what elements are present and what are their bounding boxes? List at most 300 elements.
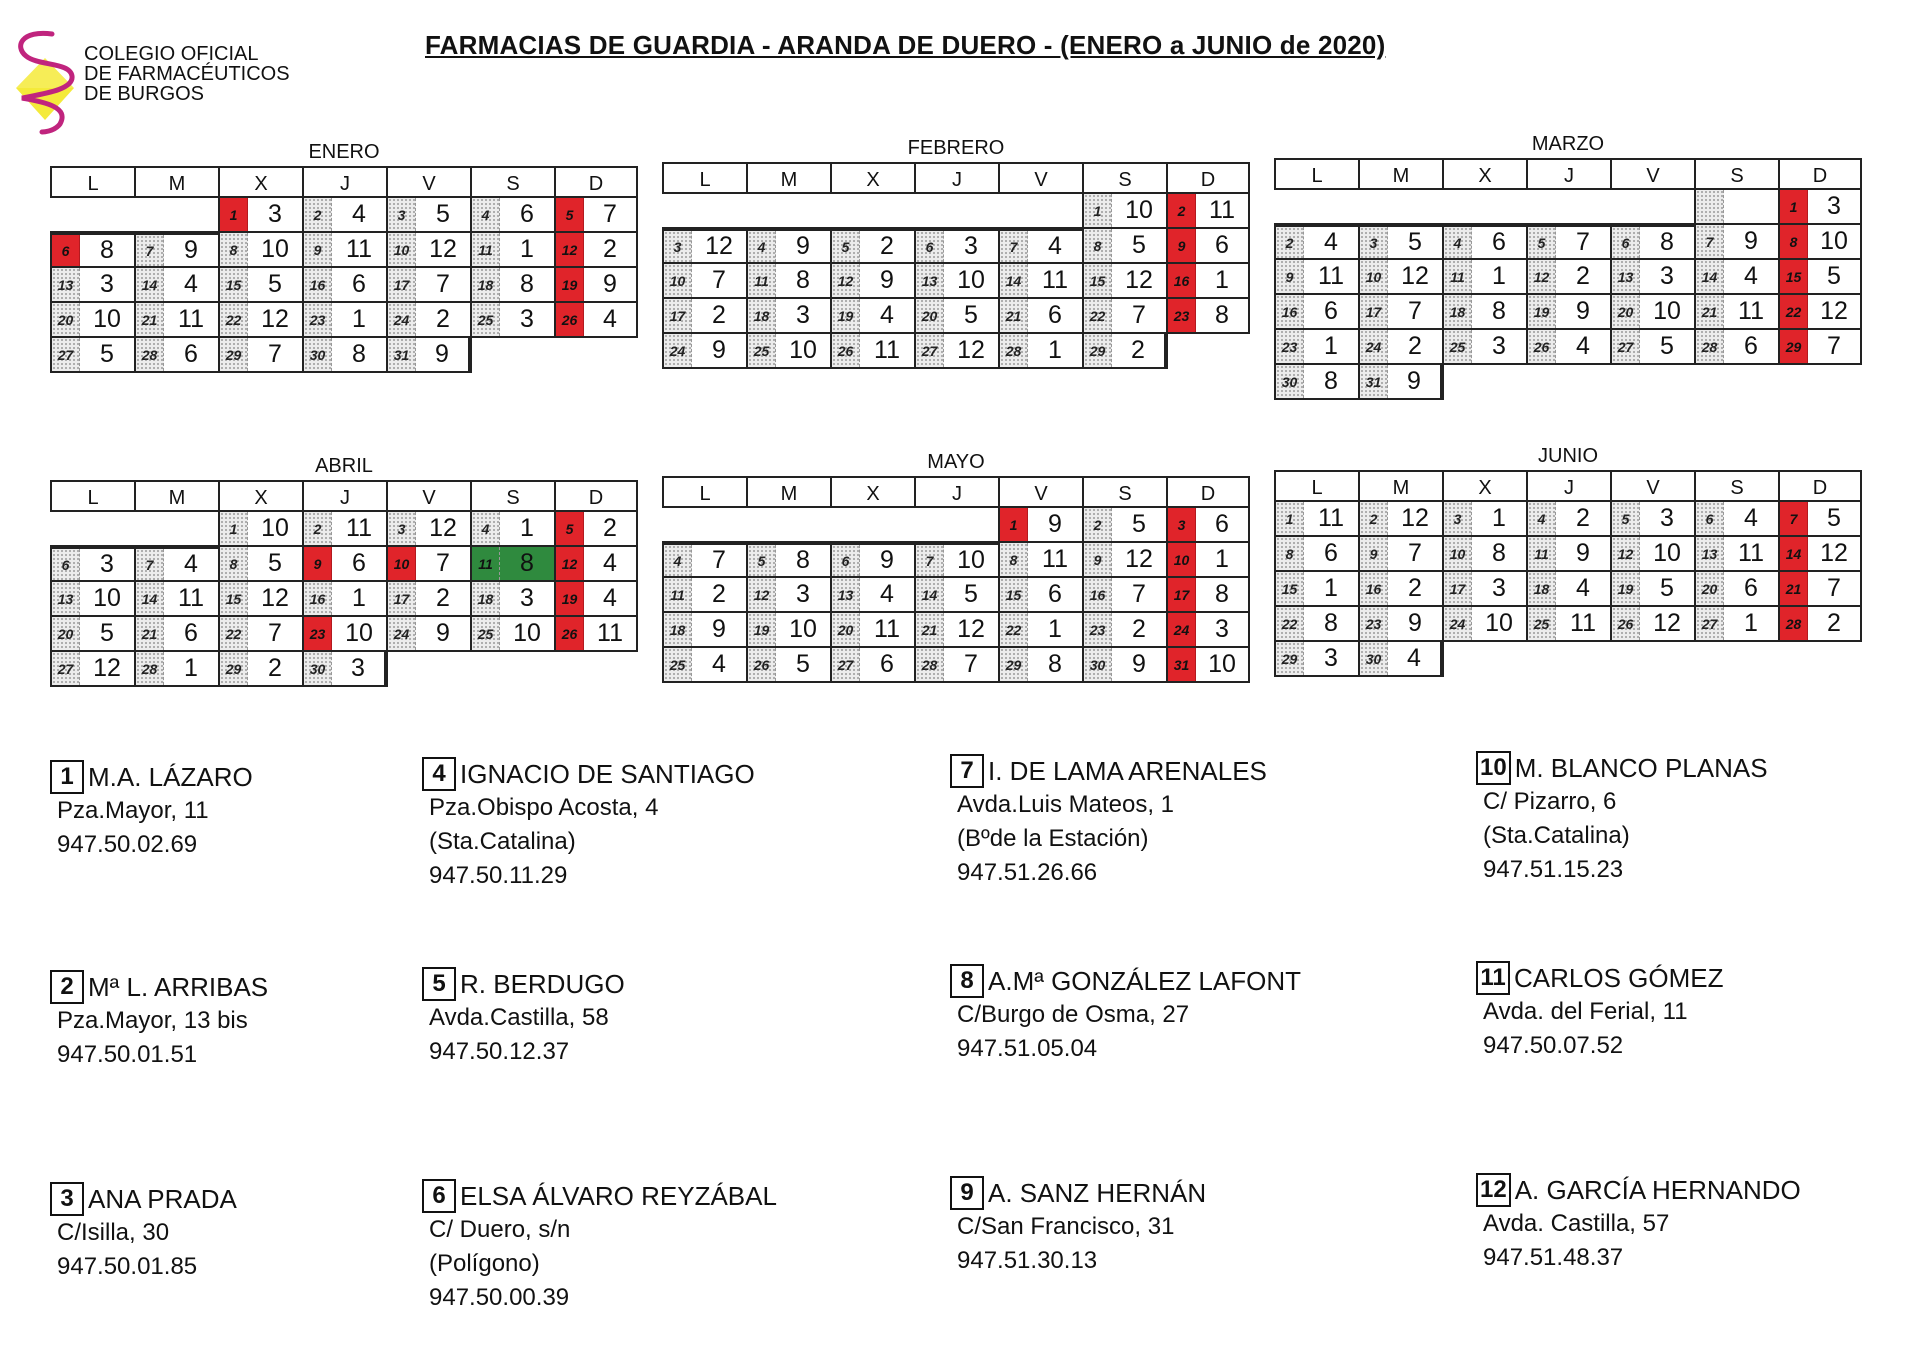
date-label: 13 bbox=[1612, 260, 1640, 293]
day-cell bbox=[1274, 330, 1358, 365]
day-cell bbox=[1526, 330, 1610, 365]
pharmacy-number: 6 bbox=[352, 549, 366, 577]
day-cell bbox=[1274, 607, 1358, 642]
weekday-header: J bbox=[1526, 470, 1610, 502]
weekday-header: J bbox=[914, 476, 998, 508]
date-label: 25 bbox=[1444, 330, 1472, 363]
empty-cell bbox=[1358, 190, 1442, 225]
weekday-header: D bbox=[1166, 476, 1250, 508]
pharmacy-number: 4 bbox=[603, 584, 617, 612]
date-label: 21 bbox=[1696, 295, 1724, 328]
day-cell bbox=[1778, 330, 1862, 365]
date-label: 23 bbox=[1360, 607, 1388, 640]
day-cell bbox=[470, 582, 554, 617]
date-label: 9 bbox=[1360, 537, 1388, 570]
day-cell bbox=[1442, 330, 1526, 365]
date-label: 3 bbox=[388, 512, 416, 545]
pharmacy-number-box: 10 bbox=[1476, 751, 1511, 785]
date-label: 2 bbox=[304, 512, 332, 545]
day-cell bbox=[470, 547, 554, 582]
pharmacy-number: 9 bbox=[796, 232, 810, 260]
pharmacy-number: 3 bbox=[1324, 644, 1338, 672]
pharmacy-8 bbox=[950, 964, 1301, 1066]
day-cell bbox=[1778, 295, 1862, 330]
date-label: 1 bbox=[1000, 508, 1028, 541]
pharmacy-12 bbox=[1476, 1173, 1801, 1275]
pharmacy-number: 9 bbox=[880, 546, 894, 574]
pharmacy-number: 3 bbox=[1660, 262, 1674, 290]
day-cell bbox=[1610, 502, 1694, 537]
date-label: 26 bbox=[832, 334, 860, 367]
date-label: 25 bbox=[748, 334, 776, 367]
date-label: 24 bbox=[664, 334, 692, 367]
pharmacy-number-box: 11 bbox=[1476, 961, 1510, 995]
date-label: 22 bbox=[220, 617, 248, 650]
weekday-header: L bbox=[662, 476, 746, 508]
date-label: 6 bbox=[52, 549, 80, 580]
day-cell bbox=[1778, 572, 1862, 607]
day-cell bbox=[302, 512, 386, 547]
pharmacy-number: 4 bbox=[712, 650, 726, 678]
weekday-header: D bbox=[1778, 158, 1862, 190]
day-cell bbox=[1442, 607, 1526, 642]
empty-cell bbox=[1778, 642, 1862, 677]
date-label: 24 bbox=[1360, 330, 1388, 363]
day-cell bbox=[1358, 330, 1442, 365]
pharmacy-number: 3 bbox=[351, 654, 365, 682]
pharmacy-number: 9 bbox=[184, 236, 198, 264]
pharmacy-number: 3 bbox=[100, 550, 114, 578]
date-label: 2 bbox=[1360, 502, 1388, 535]
date-label: 14 bbox=[1696, 260, 1724, 293]
day-cell bbox=[50, 268, 134, 303]
pharmacy-name: CARLOS GÓMEZ bbox=[1514, 962, 1724, 993]
pharmacy-number: 7 bbox=[436, 270, 450, 298]
pharmacy-number: 7 bbox=[1408, 539, 1422, 567]
pharmacy-number: 6 bbox=[1048, 580, 1062, 608]
pharmacy-number: 10 bbox=[789, 336, 817, 364]
day-cell bbox=[1778, 607, 1862, 642]
month-name: MAYO bbox=[927, 451, 985, 473]
pharmacy-7 bbox=[950, 754, 1267, 890]
pharmacy-address-line: Avda.Luis Mateos, 1 bbox=[957, 791, 1175, 818]
pharmacy-number: 6 bbox=[1744, 332, 1758, 360]
pharmacy-number: 3 bbox=[796, 580, 810, 608]
pharmacy-number: 2 bbox=[880, 232, 894, 260]
pharmacy-number: 2 bbox=[712, 301, 726, 329]
empty-cell bbox=[1442, 642, 1526, 677]
date-label: 24 bbox=[1168, 613, 1196, 646]
empty-cell bbox=[1442, 365, 1526, 400]
pharmacy-number: 8 bbox=[1048, 650, 1062, 678]
day-cell bbox=[1442, 225, 1526, 260]
day-cell bbox=[50, 303, 134, 338]
pharmacy-number: 6 bbox=[1744, 574, 1758, 602]
day-cell bbox=[50, 652, 134, 687]
weekday-header: S bbox=[470, 166, 554, 198]
day-cell bbox=[218, 198, 302, 233]
empty-cell bbox=[1526, 642, 1610, 677]
weekday-header: X bbox=[830, 162, 914, 194]
date-label: 10 bbox=[1168, 543, 1196, 576]
date-label: 4 bbox=[748, 231, 776, 262]
date-label: 19 bbox=[556, 268, 584, 301]
day-cell bbox=[1274, 572, 1358, 607]
empty-cell bbox=[1274, 190, 1358, 225]
date-label: 14 bbox=[136, 582, 164, 615]
empty-cell bbox=[1442, 190, 1526, 225]
pharmacy-name-line bbox=[1476, 961, 1723, 995]
date-label: 8 bbox=[220, 233, 248, 266]
pharmacy-number: 6 bbox=[184, 619, 198, 647]
day-cell bbox=[218, 582, 302, 617]
pharmacy-number: 2 bbox=[603, 235, 617, 263]
pharmacy-number: 3 bbox=[1215, 615, 1229, 643]
day-cell bbox=[662, 578, 746, 613]
day-cell bbox=[302, 338, 386, 373]
pharmacy-number-box: 1 bbox=[50, 760, 84, 794]
date-label: 6 bbox=[1696, 502, 1724, 535]
pharmacy-number: 10 bbox=[1653, 297, 1681, 325]
pharmacy-number: 12 bbox=[429, 514, 457, 542]
weekday-header: J bbox=[302, 480, 386, 512]
day-cell bbox=[914, 264, 998, 299]
pharmacy-number: 8 bbox=[352, 340, 366, 368]
day-cell bbox=[998, 334, 1082, 369]
date-label: 23 bbox=[304, 617, 332, 650]
day-cell bbox=[470, 303, 554, 338]
pharmacy-number: 7 bbox=[1132, 580, 1146, 608]
pharmacy-number: 3 bbox=[964, 232, 978, 260]
date-label: 21 bbox=[916, 613, 944, 646]
pharmacy-phone: 947.51.05.04 bbox=[957, 1035, 1098, 1062]
date-label: 26 bbox=[556, 617, 584, 650]
empty-cell bbox=[914, 508, 998, 543]
day-cell bbox=[1694, 295, 1778, 330]
day-cell bbox=[1526, 295, 1610, 330]
day-cell bbox=[746, 229, 830, 264]
date-label: 21 bbox=[1000, 299, 1028, 332]
date-label: 15 bbox=[1276, 572, 1304, 605]
calendar-mayo bbox=[662, 448, 1250, 683]
pharmacy-number: 1 bbox=[1048, 615, 1062, 643]
pharmacy-number: 7 bbox=[1827, 332, 1841, 360]
pharmacy-number: 8 bbox=[796, 546, 810, 574]
date-label: 10 bbox=[388, 233, 416, 266]
pharmacy-number: 4 bbox=[184, 550, 198, 578]
pharmacy-name: R. BERDUGO bbox=[460, 968, 625, 999]
pharmacy-number-box: 12 bbox=[1476, 1173, 1511, 1207]
pharmacy-number: 6 bbox=[1215, 510, 1229, 538]
empty-cell bbox=[1526, 190, 1610, 225]
day-cell bbox=[662, 229, 746, 264]
pharmacy-number: 5 bbox=[964, 580, 978, 608]
pharmacy-6 bbox=[422, 1179, 777, 1315]
pharmacy-number: 2 bbox=[268, 654, 282, 682]
date-label: 5 bbox=[748, 545, 776, 576]
month-name: ABRIL bbox=[315, 455, 373, 477]
empty-cell bbox=[50, 512, 134, 547]
date-label: 13 bbox=[52, 268, 80, 301]
date-label: 13 bbox=[52, 582, 80, 615]
pharmacy-number: 8 bbox=[1215, 301, 1229, 329]
pharmacy-number: 7 bbox=[964, 650, 978, 678]
date-label: 20 bbox=[916, 299, 944, 332]
day-cell bbox=[998, 543, 1082, 578]
date-label: 5 bbox=[832, 231, 860, 262]
date-label: 10 bbox=[1444, 537, 1472, 570]
pharmacy-number: 8 bbox=[1324, 609, 1338, 637]
day-cell bbox=[1526, 225, 1610, 260]
pharmacy-number: 12 bbox=[705, 232, 733, 260]
empty-cell bbox=[746, 508, 830, 543]
day-cell bbox=[1166, 264, 1250, 299]
pharmacy-number: 2 bbox=[1576, 262, 1590, 290]
day-cell bbox=[1694, 607, 1778, 642]
date-label: 14 bbox=[916, 578, 944, 611]
day-cell bbox=[50, 617, 134, 652]
pharmacy-phone: 947.50.02.69 bbox=[57, 831, 198, 858]
pharmacy-number: 3 bbox=[520, 305, 534, 333]
date-label: 30 bbox=[1084, 648, 1112, 681]
date-label: 6 bbox=[832, 545, 860, 576]
calendar-marzo bbox=[1274, 130, 1862, 400]
day-cell bbox=[1694, 330, 1778, 365]
pharmacy-number: 6 bbox=[1324, 297, 1338, 325]
pharmacy-number: 7 bbox=[1408, 297, 1422, 325]
pharmacy-number: 12 bbox=[93, 654, 121, 682]
date-label: 15 bbox=[220, 268, 248, 301]
pharmacy-name: ANA PRADA bbox=[88, 1183, 237, 1214]
pharmacy-phone: 947.50.01.85 bbox=[57, 1253, 198, 1280]
pharmacy-number: 7 bbox=[436, 549, 450, 577]
pharmacy-number: 12 bbox=[1653, 609, 1681, 637]
empty-cell bbox=[134, 198, 218, 233]
day-cell bbox=[554, 547, 638, 582]
empty-cell bbox=[386, 652, 470, 687]
pharmacy-number: 11 bbox=[1042, 266, 1068, 294]
weekday-header: V bbox=[386, 166, 470, 198]
pharmacy-number: 2 bbox=[1827, 609, 1841, 637]
day-cell bbox=[1694, 225, 1778, 260]
date-label: 22 bbox=[1780, 295, 1808, 328]
day-cell bbox=[830, 613, 914, 648]
pharmacy-number: 4 bbox=[184, 270, 198, 298]
day-cell bbox=[302, 582, 386, 617]
pharmacy-1 bbox=[50, 760, 253, 862]
pharmacy-number: 8 bbox=[1215, 580, 1229, 608]
day-cell bbox=[1610, 260, 1694, 295]
date-label: 24 bbox=[1444, 607, 1472, 640]
date-label: 14 bbox=[1780, 537, 1808, 570]
pharmacy-number: 7 bbox=[712, 266, 726, 294]
date-label: 21 bbox=[136, 617, 164, 650]
day-cell bbox=[1778, 537, 1862, 572]
pharmacy-address-line: (Polígono) bbox=[429, 1250, 540, 1277]
month-name: JUNIO bbox=[1538, 445, 1598, 467]
day-cell bbox=[554, 582, 638, 617]
date-label: 28 bbox=[1696, 330, 1724, 363]
date-label: 22 bbox=[1084, 299, 1112, 332]
date-label: 15 bbox=[1000, 578, 1028, 611]
pharmacy-number: 6 bbox=[184, 340, 198, 368]
date-label: 16 bbox=[1168, 264, 1196, 297]
pharmacy-number: 12 bbox=[957, 615, 985, 643]
pharmacy-number: 4 bbox=[1576, 574, 1590, 602]
pharmacy-number: 2 bbox=[1132, 615, 1146, 643]
weekday-header: J bbox=[914, 162, 998, 194]
date-label: 1 bbox=[220, 198, 248, 231]
pharmacy-number: 5 bbox=[268, 270, 282, 298]
day-cell bbox=[1358, 607, 1442, 642]
month-grid bbox=[50, 480, 638, 687]
pharmacy-number: 11 bbox=[874, 336, 900, 364]
pharmacy-number: 3 bbox=[1492, 332, 1506, 360]
pharmacy-number: 10 bbox=[789, 615, 817, 643]
weekday-header: M bbox=[134, 480, 218, 512]
empty-cell bbox=[830, 194, 914, 229]
day-cell bbox=[134, 547, 218, 582]
weekday-header: X bbox=[218, 166, 302, 198]
pharmacy-number: 1 bbox=[1048, 336, 1062, 364]
day-cell bbox=[218, 268, 302, 303]
pharmacy-address-line: Avda. Castilla, 57 bbox=[1483, 1210, 1670, 1237]
date-label: 3 bbox=[1360, 227, 1388, 258]
pharmacy-number: 8 bbox=[100, 236, 114, 264]
day-cell bbox=[1442, 260, 1526, 295]
day-cell bbox=[998, 648, 1082, 683]
pharmacy-number: 5 bbox=[1660, 574, 1674, 602]
day-cell bbox=[1166, 578, 1250, 613]
date-label: 28 bbox=[136, 652, 164, 685]
day-cell bbox=[1778, 260, 1862, 295]
pharmacy-name-line bbox=[950, 754, 1267, 788]
day-cell bbox=[554, 198, 638, 233]
date-label: 5 bbox=[556, 198, 584, 231]
pharmacy-phone: 947.50.11.29 bbox=[429, 862, 568, 889]
day-cell bbox=[386, 582, 470, 617]
day-cell bbox=[1082, 613, 1166, 648]
day-cell bbox=[470, 233, 554, 268]
month-grid bbox=[662, 162, 1250, 369]
date-label: 30 bbox=[1360, 642, 1388, 675]
day-cell bbox=[662, 264, 746, 299]
day-cell bbox=[830, 264, 914, 299]
empty-cell bbox=[1526, 365, 1610, 400]
date-label: 15 bbox=[1780, 260, 1808, 293]
pharmacy-name-line bbox=[1476, 751, 1768, 785]
pharmacy-number: 10 bbox=[1125, 196, 1153, 224]
date-label: 29 bbox=[220, 338, 248, 371]
day-cell bbox=[998, 578, 1082, 613]
date-label: 9 bbox=[1276, 260, 1304, 293]
pharmacy-number-box: 2 bbox=[50, 970, 84, 1004]
date-label: 20 bbox=[1696, 572, 1724, 605]
pharmacy-number: 5 bbox=[1132, 231, 1146, 259]
pharmacy-number: 10 bbox=[957, 266, 985, 294]
pharmacy-number: 12 bbox=[1401, 262, 1429, 290]
date-label: 8 bbox=[1276, 537, 1304, 570]
pharmacy-number: 10 bbox=[1820, 227, 1848, 255]
pharmacy-number: 2 bbox=[436, 305, 450, 333]
date-label: 18 bbox=[748, 299, 776, 332]
day-cell bbox=[386, 233, 470, 268]
day-cell bbox=[830, 543, 914, 578]
logo-mark-icon bbox=[12, 28, 82, 138]
day-cell bbox=[302, 617, 386, 652]
day-cell bbox=[1694, 537, 1778, 572]
day-cell bbox=[1358, 502, 1442, 537]
date-label: 8 bbox=[220, 547, 248, 580]
pharmacy-name-line bbox=[422, 967, 625, 1001]
day-cell bbox=[218, 617, 302, 652]
day-cell bbox=[470, 268, 554, 303]
date-label: 23 bbox=[1084, 613, 1112, 646]
pharmacy-number: 9 bbox=[712, 336, 726, 364]
day-cell bbox=[134, 268, 218, 303]
pharmacy-number: 1 bbox=[352, 305, 366, 333]
pharmacy-number: 12 bbox=[1820, 539, 1848, 567]
date-label: 8 bbox=[1780, 225, 1808, 258]
pharmacy-name: A.Mª GONZÁLEZ LAFONT bbox=[988, 965, 1301, 996]
date-label: 7 bbox=[1000, 231, 1028, 262]
pharmacy-phone: 947.50.07.52 bbox=[1483, 1032, 1624, 1059]
month-name: ENERO bbox=[308, 141, 380, 163]
pharmacy-number: 1 bbox=[1215, 266, 1229, 294]
pharmacy-number: 5 bbox=[796, 650, 810, 678]
pharmacy-number: 11 bbox=[1318, 504, 1344, 532]
blank-slot bbox=[1696, 190, 1724, 223]
weekday-header: L bbox=[662, 162, 746, 194]
date-label: 7 bbox=[916, 545, 944, 576]
date-label: 3 bbox=[1168, 508, 1196, 541]
pharmacy-address-line: Avda. del Ferial, 11 bbox=[1483, 998, 1688, 1025]
pharmacy-number: 9 bbox=[603, 270, 617, 298]
date-label: 1 bbox=[220, 512, 248, 545]
date-label: 14 bbox=[136, 268, 164, 301]
logo-line-1: COLEGIO OFICIAL bbox=[84, 43, 259, 65]
pharmacy-number: 6 bbox=[1215, 231, 1229, 259]
pharmacy-number: 5 bbox=[268, 549, 282, 577]
pharmacy-number: 10 bbox=[93, 305, 121, 333]
day-cell bbox=[554, 303, 638, 338]
date-label: 27 bbox=[832, 648, 860, 681]
day-cell bbox=[218, 338, 302, 373]
day-cell bbox=[1274, 537, 1358, 572]
day-cell bbox=[1166, 543, 1250, 578]
day-cell bbox=[50, 582, 134, 617]
pharmacy-number: 11 bbox=[178, 305, 204, 333]
month-name: MARZO bbox=[1531, 133, 1605, 155]
empty-cell bbox=[914, 194, 998, 229]
date-label: 28 bbox=[916, 648, 944, 681]
pharmacy-name: M.A. LÁZARO bbox=[88, 761, 253, 792]
pharmacy-number: 2 bbox=[603, 514, 617, 542]
empty-cell bbox=[470, 652, 554, 687]
date-label: 22 bbox=[220, 303, 248, 336]
date-label: 29 bbox=[1000, 648, 1028, 681]
empty-cell bbox=[746, 194, 830, 229]
pharmacy-number: 6 bbox=[1324, 539, 1338, 567]
date-label: 1 bbox=[1780, 190, 1808, 223]
date-label: 3 bbox=[1444, 502, 1472, 535]
pharmacy-5 bbox=[422, 967, 625, 1069]
pharmacy-number: 3 bbox=[796, 301, 810, 329]
pharmacy-number: 5 bbox=[1660, 332, 1674, 360]
date-label: 17 bbox=[1444, 572, 1472, 605]
day-cell bbox=[1166, 648, 1250, 683]
day-cell bbox=[830, 229, 914, 264]
